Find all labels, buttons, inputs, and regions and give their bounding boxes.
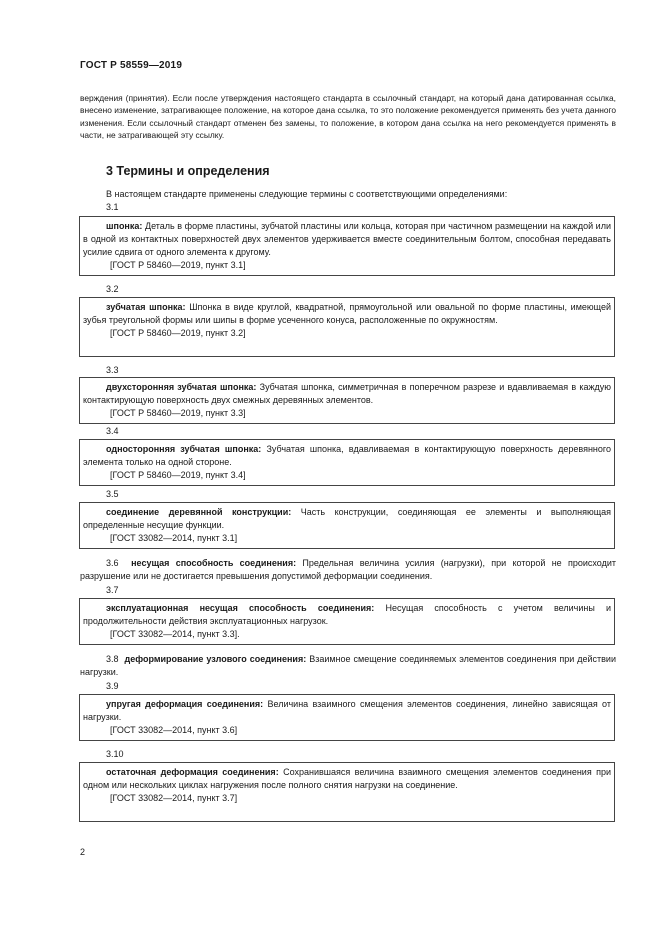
term-number: 3.6 (106, 558, 119, 568)
term-source-reference: [ГОСТ 33082—2014, пункт 3.1] (110, 533, 238, 543)
term-definition: Зубчатая шпонка, симметричная в поперечном разрезе и вдавливаемая в каждую контактирующую поверхность двух смежных деревянных элементов. (83, 382, 611, 405)
term-name: односторонняя зубчатая шпонка: (106, 444, 262, 454)
term-number: 3.5 (106, 489, 119, 499)
term-name: двухсторонняя зубчатая шпонка: (106, 382, 257, 392)
term-definition: Взаимное смещение соединяемых элементов соединения при действии нагрузки. (80, 654, 616, 677)
term-number: 3.3 (106, 365, 119, 375)
term-name: эксплуатационная несущая способность соединения: (106, 603, 375, 613)
term-source-reference: [ГОСТ 33082—2014, пункт 3.6] (110, 725, 238, 735)
term-definition: Несущая способность с учетом величины и продолжительности действия эксплуатационных нагрузок. (83, 603, 611, 626)
term-definition-box (79, 502, 615, 549)
term-number: 3.10 (106, 749, 124, 759)
intro-paragraph: верждения (принятия). Если после утверждения настоящего стандарта в ссылочный стандарт, на который дана датированная ссылка, внесено изменение, затрагивающее положение, на которое дана ссылка, то это положение рекомендуется применять без учета данного изменения. Если ссылочный стандарт отменен без замены, то положение, в котором дана ссылка на него рекомендуется применять в части, не затрагивающей эту ссылку. (80, 93, 616, 140)
term-definition-box (79, 297, 615, 357)
term-definition-box (79, 694, 615, 741)
term-source-reference: [ГОСТ Р 58460—2019, пункт 3.2] (110, 328, 246, 338)
term-name: зубчатая шпонка: (106, 302, 186, 312)
term-source-reference: [ГОСТ Р 58460—2019, пункт 3.4] (110, 470, 246, 480)
term-name: соединение деревянной конструкции: (106, 507, 292, 517)
term-name: деформирование узлового соединения: (124, 654, 307, 664)
term-number: 3.9 (106, 681, 119, 691)
term-definition: Сохранившаяся величина взаимного смещения элементов соединения при одном или нескольких циклах нагружения после полного снятия нагрузки на соединение. (83, 767, 611, 790)
term-source-reference: [ГОСТ Р 58460—2019, пункт 3.1] (110, 260, 246, 270)
term-definition: Часть конструкции, соединяющая ее элементы и выполняющая определенные несущие функции. (83, 507, 611, 530)
term-definition-paragraph (80, 557, 616, 583)
term-name: остаточная деформация соединения: (106, 767, 279, 777)
term-definition: Величина взаимного смещения элементов соединения, линейно зависящая от нагрузки. (83, 699, 611, 722)
term-number: 3.7 (106, 585, 119, 595)
section-lead-text: В настоящем стандарте применены следующие термины с соответствующими определениями: (106, 189, 508, 199)
term-definition-box (79, 377, 615, 424)
term-source-reference: [ГОСТ 33082—2014, пункт 3.3]. (110, 629, 240, 639)
term-name: упругая деформация соединения: (106, 699, 264, 709)
term-number: 3.8 (106, 654, 119, 664)
term-number: 3.2 (106, 284, 119, 294)
term-source-reference: [ГОСТ Р 58460—2019, пункт 3.3] (110, 408, 246, 418)
term-number: 3.4 (106, 426, 119, 436)
term-name: шпонка: (106, 221, 143, 231)
term-number: 3.1 (106, 202, 119, 212)
term-definition: Предельная величина усилия (нагрузки), при которой не происходит разрушение или не достигается превышения допустимой деформации соединения. (80, 558, 616, 581)
term-definition: Деталь в форме пластины, зубчатой пластины или кольца, которая при частичном размещении на каждой или в одной из контактных поверхностей двух элементов удерживается вместе соединительным болтом, способная передавать усилие сдвига от одного элемента к другому. (83, 221, 611, 257)
term-definition-box (79, 216, 615, 276)
term-definition: Шпонка в виде круглой, квадратной, прямоугольной или овальной по форме пластины, имеющей зубья треугольной формы или шипы в форме усеченного конуса, расположенные по окружностям. (83, 302, 611, 325)
term-name: несущая способность соединения: (131, 558, 297, 568)
term-definition: Зубчатая шпонка, вдавливаемая в контактирующую поверхность деревянного элемента только на одной стороне. (83, 444, 611, 467)
term-definition-box (79, 439, 615, 486)
page-number: 2 (80, 847, 86, 857)
section-title: 3 Термины и определения (106, 164, 270, 178)
term-definition-box (79, 762, 615, 822)
term-definition-box (79, 598, 615, 645)
term-definition-paragraph (80, 653, 616, 679)
page-header-standard-code: ГОСТ Р 58559—2019 (80, 60, 183, 71)
term-source-reference: [ГОСТ 33082—2014, пункт 3.7] (110, 793, 238, 803)
